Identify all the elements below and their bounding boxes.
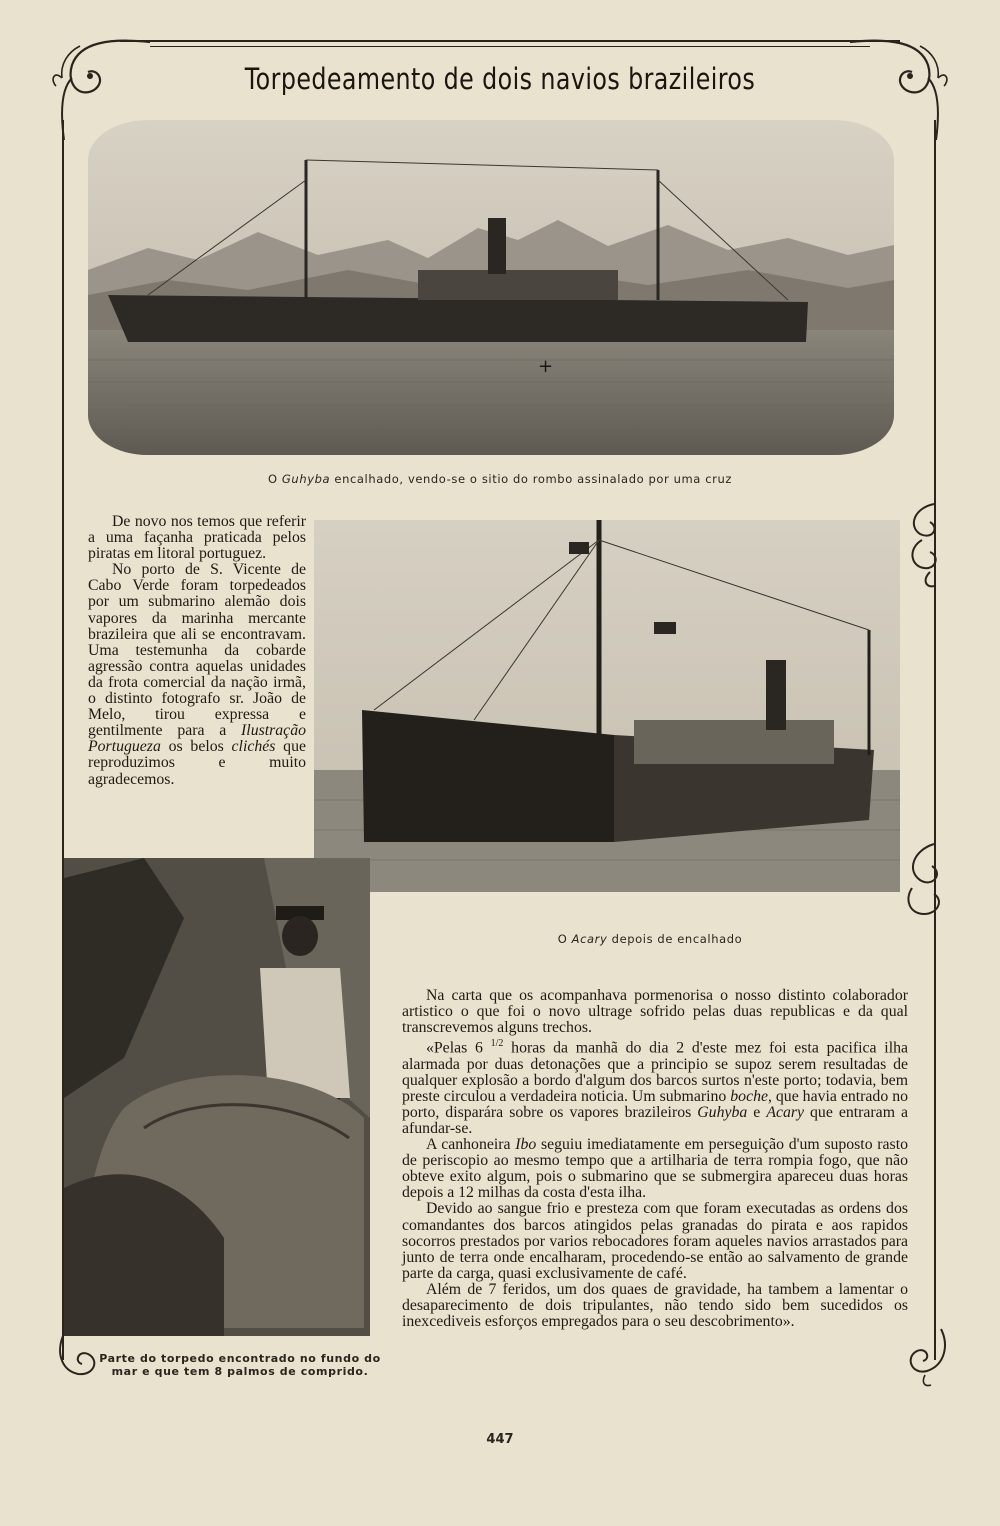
intro-p2-text-a: No porto de S. Vicente de Cabo Verde foram torpedeados por um submarino alemão dois vapores da marinha mercante brazileira que ali se encontravam. Uma testemunha da cobarde agressão contra aquelas unidades da frota comercial da nação irmã, o distinto fotografo sr. João de Melo, tirou expressa e gentilmente para a: [88, 561, 306, 740]
corner-scroll-bottom-right-icon: [895, 1325, 955, 1390]
torpedo-caption-line-2: mar e que tem 8 palmos de comprido.: [111, 1365, 369, 1378]
intro-paragraph-1: De novo nos temos que referir a uma façanha praticada pelos piratas em litoral portuguez.: [88, 513, 306, 563]
letter-p2-text-d: e: [747, 1103, 767, 1121]
acary-caption: [450, 932, 850, 946]
letter-paragraph-3: [402, 1137, 908, 1201]
acary-photo: [314, 520, 900, 892]
letter-p2-text-c: , que havia entrado no porto, disparára sobre os vapores brazileiros: [402, 1087, 908, 1121]
ship-name-guhyba: Guhyba: [697, 1103, 748, 1121]
letter-paragraph-4: Devido ao sangue frio e presteza com que foram executadas as ordens dos comandantes dos barcos atingidos pelas granadas do pirata e aos rapidos socorros prestados por varios rebocadores foram aqueles navios arrastados para junto de terra onde encalharam, procedendo-se então ao salvamento de grande parte da carga, quasi exclusivamente de café.: [402, 1200, 908, 1282]
page-number: 447: [486, 1432, 514, 1447]
ship-name-acary: Acary: [571, 932, 608, 946]
frame-top-rule: [120, 40, 900, 42]
letter-paragraph-1: Na carta que os acompanhava pormenorisa o nosso distinto colaborador artistico o que foi o novo ultrage sofrido pelas duas republicas e da qual transcrevemos alguns trechos.: [402, 987, 908, 1037]
frame-top-rule-inner: [150, 46, 870, 47]
page-title: Torpedeamento de dois navios brazileiros: [244, 62, 756, 96]
intro-column: [88, 514, 306, 788]
torpedo-caption-line-1: Parte do torpedo encontrado no fundo do: [99, 1352, 381, 1365]
letter-p2-text-e: que entraram a afundar-se.: [402, 1103, 908, 1138]
boche-word: boche: [730, 1087, 768, 1105]
sailor-photo-icon: [64, 858, 370, 1336]
guhyba-caption: [150, 472, 850, 486]
cliches-word: clichés: [231, 738, 276, 756]
intro-p2-text-b: os belos: [160, 738, 232, 756]
side-scroll-right-upper-icon: [900, 500, 950, 590]
letter-p2-text-a: «Pelas 6: [426, 1039, 491, 1057]
letter-p3-text-a: A canhoneira: [426, 1136, 516, 1154]
torpedo-caption: [90, 1352, 390, 1378]
svg-text:+: +: [538, 356, 554, 377]
frame-right-rule: [934, 120, 936, 1360]
letter-paragraph-2: [402, 1036, 908, 1137]
steamship-photo-icon: [314, 520, 900, 892]
caption-text: depois de encalhado: [607, 932, 743, 946]
intro-p2-text-c: que reproduzimos e muito agradecemos.: [88, 738, 306, 788]
steamship-photo-icon: [88, 120, 894, 455]
torpedo-photo: [64, 858, 370, 1336]
ship-name-guhyba: Guhyba: [281, 472, 331, 486]
letter-p3-text-b: seguiu imediatamente em perseguição d'um suposto rasto de periscopio ao mesmo tempo que a artilharia de terra rompia fogo, que não obteve exito algum, pois o submarino que se submergira apareceu duas horas depois a 12 milhas da costa d'esta ilha.: [402, 1136, 908, 1202]
magazine-name: Ilustração Portugueza: [88, 722, 306, 756]
ship-name-acary: Acary: [766, 1103, 805, 1121]
side-scroll-right-lower-icon: [900, 840, 950, 920]
fraction-half: 1/2: [490, 1038, 504, 1050]
caption-text: encalhado, vendo-se o sitio do rombo assinalado por uma cruz: [330, 472, 732, 486]
gunboat-name-ibo: Ibo: [515, 1136, 537, 1154]
letter-p2-text-b: horas da manhã do dia 2 d'este mez foi esta pacifica ilha alarmada por duas detonações que a principio se supoz serem resultadas de qualquer explosão a bordo d'algum dos barcos surtos n'este porto; todavia, bem preste circulou a verdadeira noticia. Um submarino: [402, 1039, 908, 1105]
letter-paragraph-5: Além de 7 feridos, um dos quaes de gravidade, ha tambem a lamentar o desaparecimento de dois tripulantes, não tendo sido bem sucedidos os inexcediveis esforços empregados para o seu descobrimento».: [402, 1280, 908, 1331]
intro-paragraph-2: [88, 562, 306, 787]
guhyba-photo: [88, 120, 894, 455]
caption-prefix: O: [557, 932, 572, 946]
caption-prefix: O: [268, 472, 282, 486]
letter-column: [402, 988, 908, 1330]
